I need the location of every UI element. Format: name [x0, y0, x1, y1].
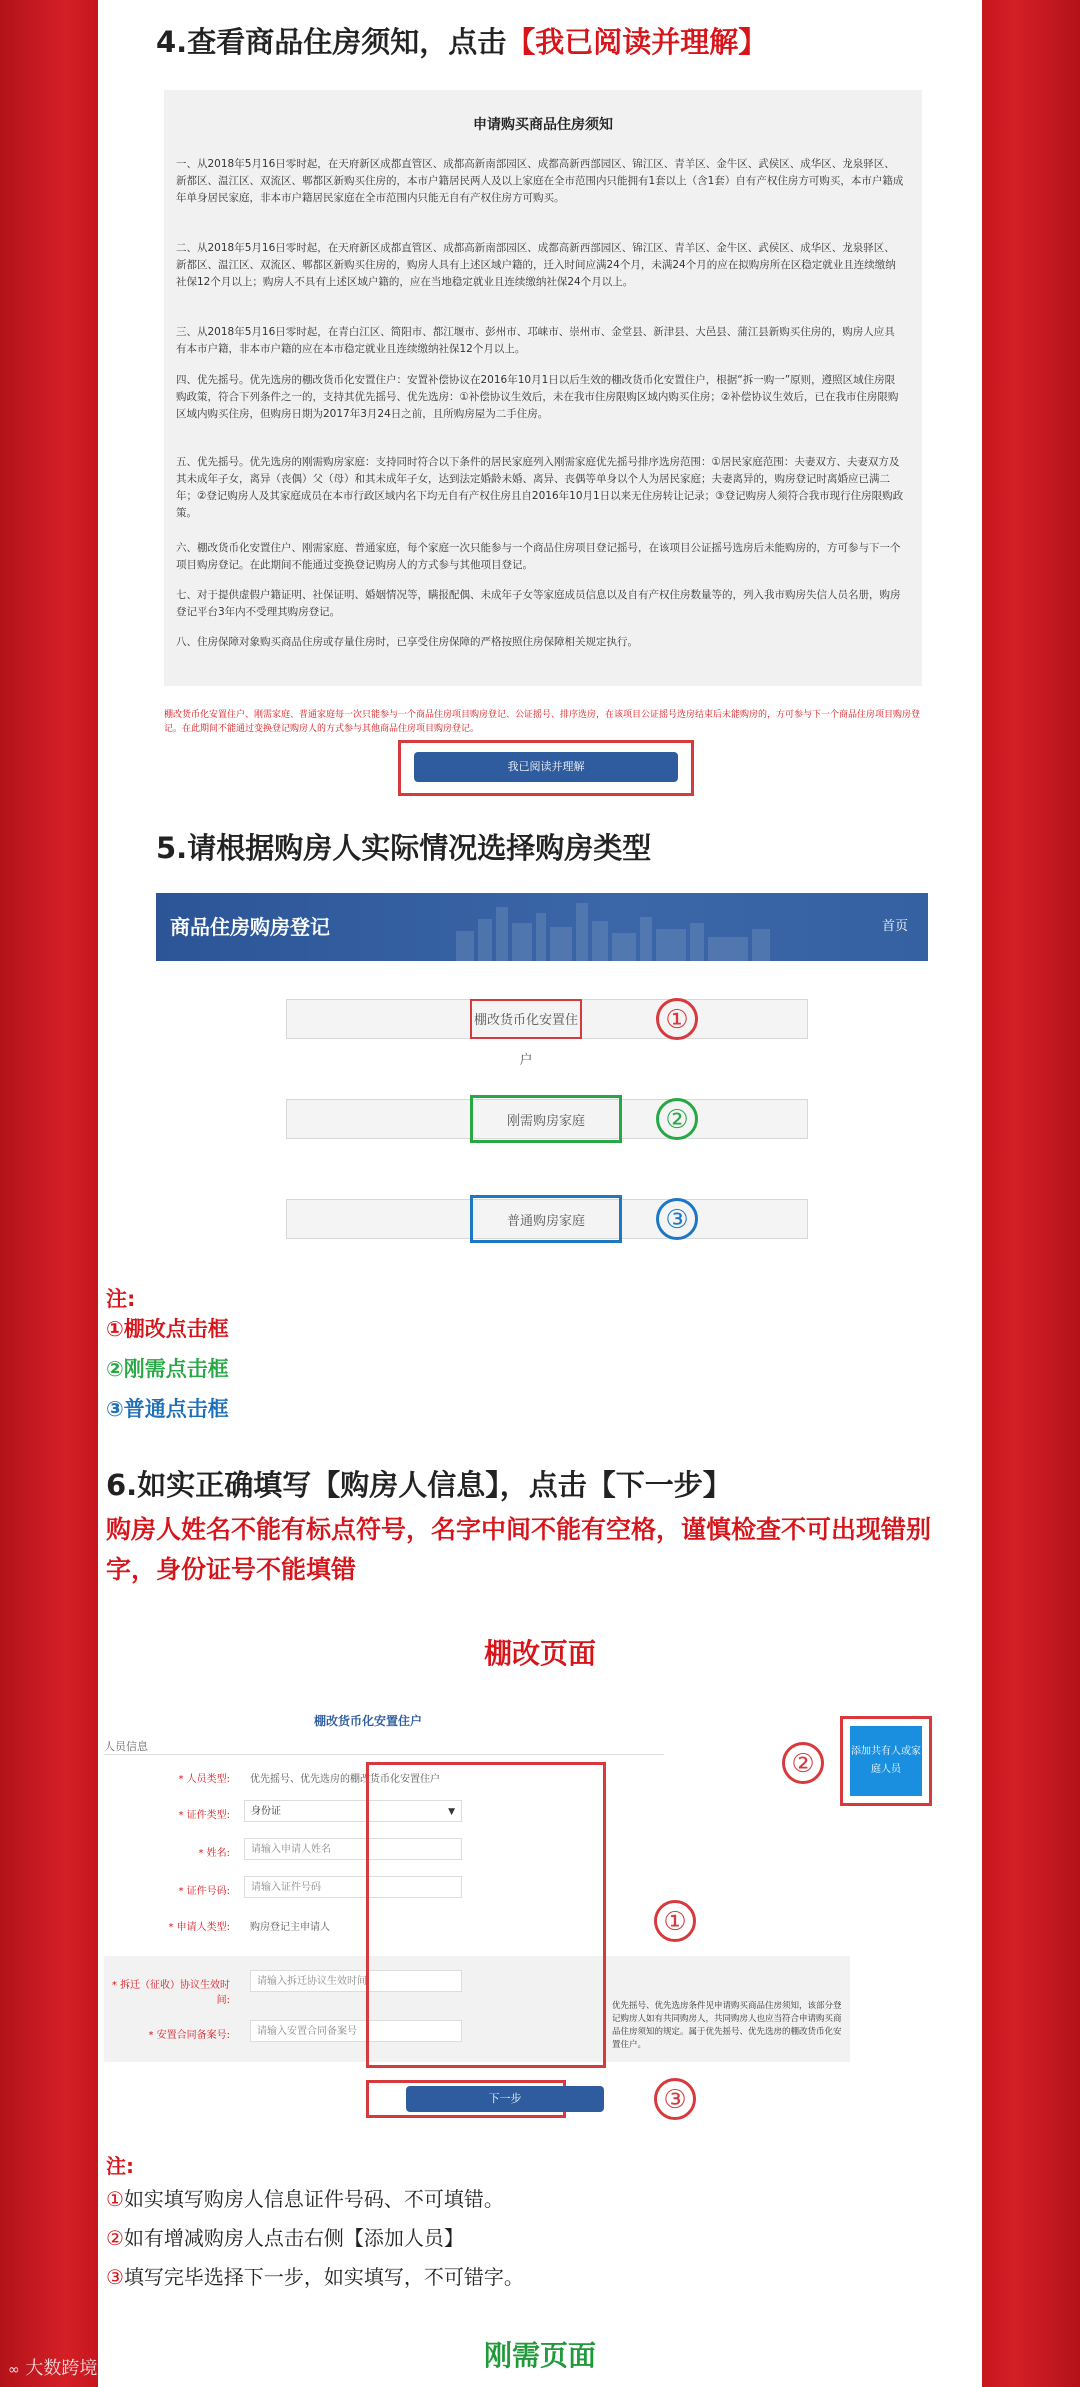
- city-skyline-decoration: [456, 893, 916, 961]
- note-shed-click: ①棚改点击框: [106, 1317, 229, 1341]
- form-marker-circle-2: ②: [782, 1742, 824, 1784]
- form-section-label: 人员信息: [104, 1740, 148, 1753]
- note-next-step: [106, 2261, 524, 2290]
- read-and-understand-button[interactable]: 我已阅读并理解: [414, 752, 678, 782]
- form-header: 棚改货币化安置住户: [313, 1714, 422, 1728]
- id-type-selected: 身份证: [251, 1806, 281, 1817]
- note-number: ①: [106, 2187, 124, 2211]
- next-step-button[interactable]: 下一步: [406, 2086, 604, 2112]
- note-text: 填写完毕选择下一步，如实填写，不可错字。: [123, 2265, 524, 2289]
- notice-paragraph: 一、从2018年5月16日零时起，在天府新区成都直管区、成都高新南部园区、成都高新西部园区、锦江区、青羊区、金牛区、武侯区、成华区、龙泉驿区、新都区、温江区、双流区、郫都区新购买住房的，本市户籍居民两人及以上家庭在全市范围内只能拥有1套以上（含1套）自有产权住房方可购买，本市户籍成年单身居民家庭，非本市户籍居民家庭在全市范围内只能无自有产权住房方可购买。: [176, 158, 904, 204]
- notice-paragraph: 二、从2018年5月16日零时起，在天府新区成都直管区、成都高新南部园区、成都高新西部园区、锦江区、青羊区、金牛区、武侯区、成华区、龙泉驿区、新都区、温江区、双流区、郫都区新购买住房的，购房人具有上述区域户籍的，迁入时间应满24个月，未满24个月的应在拟购房所在区稳定就业且连续缴纳社保12个月以上；购房人不具有上述区域户籍的，应在当地稳定就业且连续缴纳社保24个月以上。: [176, 242, 896, 288]
- watermark-text: 大数跨境: [25, 2358, 98, 2379]
- chevron-down-icon: ▼: [448, 1807, 455, 1817]
- banner-title: 商品住房购房登记: [170, 915, 330, 939]
- notice-paragraph: 三、从2018年5月16日零时起，在青白江区、简阳市、都江堰市、彭州市、邛崃市、崇州市、金堂县、新津县、大邑县、蒲江县新购买住房的，购房人应具有本市户籍，非本市户籍的应在本市稳定就业且连续缴纳社保12个月以上。: [176, 326, 895, 355]
- notice-paragraph: 八、住房保障对象购买商品住房或存量住房时，已享受住房保障的严格按照住房保障相关规定执行。: [176, 636, 638, 648]
- shed-page-title: 棚改页面: [483, 1637, 596, 1670]
- section-divider: [104, 1754, 664, 1755]
- applicant-type-label: * 申请人类型:: [168, 1922, 230, 1933]
- home-link[interactable]: 首页: [881, 919, 908, 934]
- id-number-input[interactable]: 请输入证件号码: [244, 1876, 462, 1898]
- option-shed-reform[interactable]: 棚改货币化安置住户: [470, 999, 582, 1039]
- form-fields-highlight: [366, 1762, 606, 2068]
- option-ordinary[interactable]: 普通购房家庭: [470, 1195, 622, 1243]
- person-type-value: 优先摇号、优先选房的棚改货币化安置住户: [250, 1774, 440, 1785]
- name-input[interactable]: 请输入申请人姓名: [244, 1838, 462, 1860]
- demolition-time-input[interactable]: 请输入拆迁协议生效时间: [250, 1970, 462, 1992]
- note-number: ③: [106, 2265, 124, 2289]
- demolition-time-label: * 拆迁（征收）协议生效时间:: [111, 1980, 230, 2006]
- id-number-label: * 证件号码:: [178, 1886, 230, 1897]
- page-column: [98, 0, 982, 2387]
- person-type-label: * 人员类型:: [178, 1774, 230, 1785]
- form-marker-circle-3: ③: [654, 2078, 696, 2120]
- step6-title: 6.如实正确填写【购房人信息】，点击【下一步】: [106, 1468, 732, 1502]
- watermark: [8, 2354, 97, 2380]
- form-marker-circle-1: ①: [654, 1900, 696, 1942]
- registration-banner: [156, 893, 928, 961]
- name-label: * 姓名:: [198, 1848, 230, 1859]
- notice-paragraph: 五、优先摇号。优先选房的刚需购房家庭：支持同时符合以下条件的居民家庭列入刚需家庭优先摇号排序选房范围：①居民家庭范围：夫妻双方、夫妻双方及其未成年子女，离异（丧偶）父（母）和其未成年子女，达到法定婚龄未婚、离异、丧偶等单身以个人为居民家庭；夫妻离异的，购房登记时离婚应已满二年；②登记购房人及其家庭成员在本市行政区域内名下均无自有产权住房且自2016年10月1日以来无住房转让记录；③登记购房人须符合我市现行住房限购政策。: [176, 456, 904, 519]
- step4-heading: [156, 20, 767, 61]
- notice-red-note: 棚改货币化安置住户、刚需家庭、普通家庭每一次只能参与一个商品住房项目购房登记、公证摇号、排序选房，在该项目公证摇号选房结束后未能购房的，方可参与下一个商品住房项目购房登记。在此期间不能通过变换登记购房人的方式参与其他商品住房项目购房登记。: [164, 710, 921, 734]
- note-rigid-click: ②刚需点击框: [106, 1357, 229, 1381]
- option-rigid-demand[interactable]: 刚需购房家庭: [470, 1095, 622, 1143]
- note-ordinary-click: ③普通点击框: [106, 1397, 229, 1421]
- brand-logo-icon: ∞: [8, 2362, 20, 2378]
- note-add-person: [106, 2222, 464, 2251]
- marker-circle-1: ①: [656, 998, 698, 1040]
- step5-title: 5.请根据购房人实际情况选择购房类型: [156, 831, 652, 865]
- contract-number-label: * 安置合同备案号:: [148, 2030, 230, 2041]
- marker-circle-2: ②: [656, 1098, 698, 1140]
- note-number: ②: [106, 2226, 124, 2250]
- add-co-owner-button[interactable]: 添加共有人或家庭人员: [850, 1726, 922, 1796]
- notice-paragraph: 四、优先摇号。优先选房的棚改货币化安置住户：安置补偿协议在2016年10月1日以后生效的棚改货币化安置住户，根据“拆一购一”原则，遵照区域住房限购政策，符合下列条件之一的，支持其优先摇号、优先选房：①补偿协议生效后，未在我市住房限购区域内购买住房；②补偿协议生效后，已在我市住房限购区域内购买住房，但购房日期为2017年3月24日之前，且所购房屋为二手住房。: [176, 374, 899, 420]
- id-type-label: * 证件类型:: [178, 1810, 230, 1821]
- contract-number-input[interactable]: 请输入安置合同备案号: [250, 2020, 462, 2042]
- step4-highlight: 【我已阅读并理解】: [506, 25, 768, 59]
- step6-warning: 购房人姓名不能有标点符号，名字中间不能有空格，谨慎检查不可出现错别字，身份证号不能填错: [106, 1515, 932, 1584]
- notice-title: 申请购买商品住房须知: [473, 117, 613, 133]
- note-fill-id: [106, 2183, 504, 2212]
- notice-paragraph: 六、棚改货币化安置住户、刚需家庭、普通家庭，每个家庭一次只能参与一个商品住房项目登记摇号，在该项目公证摇号选房后未能购房的，方可参与下一个项目购房登记。在此期间不能通过变换登记购房人的方式参与其他项目登记。: [176, 542, 901, 571]
- side-hint-text: 优先摇号、优先选房条件见申请购买商品住房须知，该部分登记购房人如有共同购房人，共同购房人也应当符合申请购买商品住房须知的规定。属于优先摇号、优先选房的棚改货币化安置住户。: [612, 2001, 842, 2050]
- note-text: 如有增减购房人点击右侧【添加人员】: [123, 2226, 464, 2250]
- notes2-heading: 注:: [106, 2154, 134, 2178]
- applicant-type-value: 购房登记主申请人: [250, 1922, 330, 1933]
- notes1-heading: 注:: [106, 1287, 136, 1311]
- purchase-notice-panel: [164, 90, 922, 686]
- note-text: 如实填写购房人信息证件号码、不可填错。: [123, 2187, 504, 2211]
- notice-paragraph: 七、对于提供虚假户籍证明、社保证明、婚姻情况等，瞒报配偶、未成年子女等家庭成员信息以及自有产权住房数量等的，列入我市购房失信人员名册，购房登记平台3年内不受理其购房登记。: [176, 589, 901, 618]
- step4-title: 4.查看商品住房须知，点击: [156, 25, 507, 59]
- marker-circle-3: ③: [656, 1198, 698, 1240]
- rigid-page-title: 刚需页面: [483, 2339, 596, 2372]
